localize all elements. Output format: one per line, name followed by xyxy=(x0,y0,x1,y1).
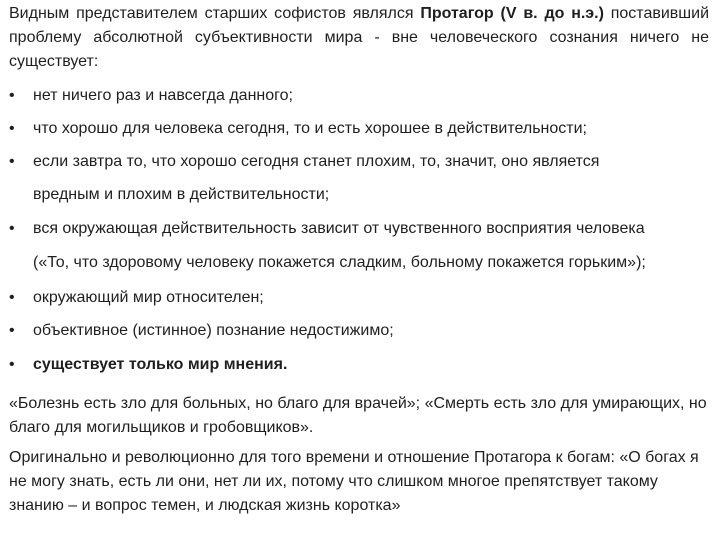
bullet-text: окружающий мир относителен; xyxy=(33,289,264,306)
bullet-text: вся окружающая действительность зависит от чувственного восприятия человека xyxy=(33,220,645,237)
intro-lead: Видным представителем старших софистов являлся xyxy=(9,5,421,22)
bullet-text: что хорошо для человека сегодня, то и есть хорошее в действительности; xyxy=(33,120,587,137)
protagoras-name: Протагор (V в. до н.э.) xyxy=(420,5,604,22)
bullet-icon: • xyxy=(9,87,15,104)
bullet-continuation: вредным и плохим в действительности; xyxy=(33,186,330,203)
intro-rest: поставивший проблему абсолютной субъективности мира - вне человеческого сознания ничего не существует: xyxy=(9,5,710,70)
bullet-item xyxy=(9,85,714,107)
bullet-continuation: («То, что здоровому человеку покажется сладким, больному покажется горьким»); xyxy=(33,254,646,271)
bullet-item xyxy=(9,151,714,173)
intro-paragraph xyxy=(9,2,709,74)
bullet-text: существует только мир мнения. xyxy=(33,356,288,373)
bullet-text: объективное (истинное) познание недостижимо; xyxy=(33,322,394,339)
bullet-item xyxy=(9,118,714,140)
bullet-icon: • xyxy=(9,322,15,339)
bullet-item xyxy=(9,287,714,309)
bullet-item xyxy=(9,320,714,342)
bullet-text: нет ничего раз и навсегда данного; xyxy=(33,87,293,104)
bullet-icon: • xyxy=(9,220,15,237)
gods-paragraph: Оригинально и революционно для того времени и отношение Протагора к богам: «О богах я не могу знать, есть ли они, нет ли их, потому что слишком многое препятствует такому знанию – и вопрос темен, и людская жизнь коротка» xyxy=(9,449,699,514)
bullet-item xyxy=(9,354,714,376)
bullet-icon: • xyxy=(9,120,15,137)
bullet-icon: • xyxy=(9,289,15,306)
bullet-icon: • xyxy=(9,356,15,373)
bullet-item xyxy=(9,218,714,240)
bullet-text: если завтра то, что хорошо сегодня станет плохим, то, значит, оно является xyxy=(33,153,600,170)
bullet-icon: • xyxy=(9,153,15,170)
quote-paragraph: «Болезнь есть зло для больных, но благо для врачей»; «Смерть есть зло для умирающих, но благо для могильщиков и гробовщиков». xyxy=(9,395,707,436)
